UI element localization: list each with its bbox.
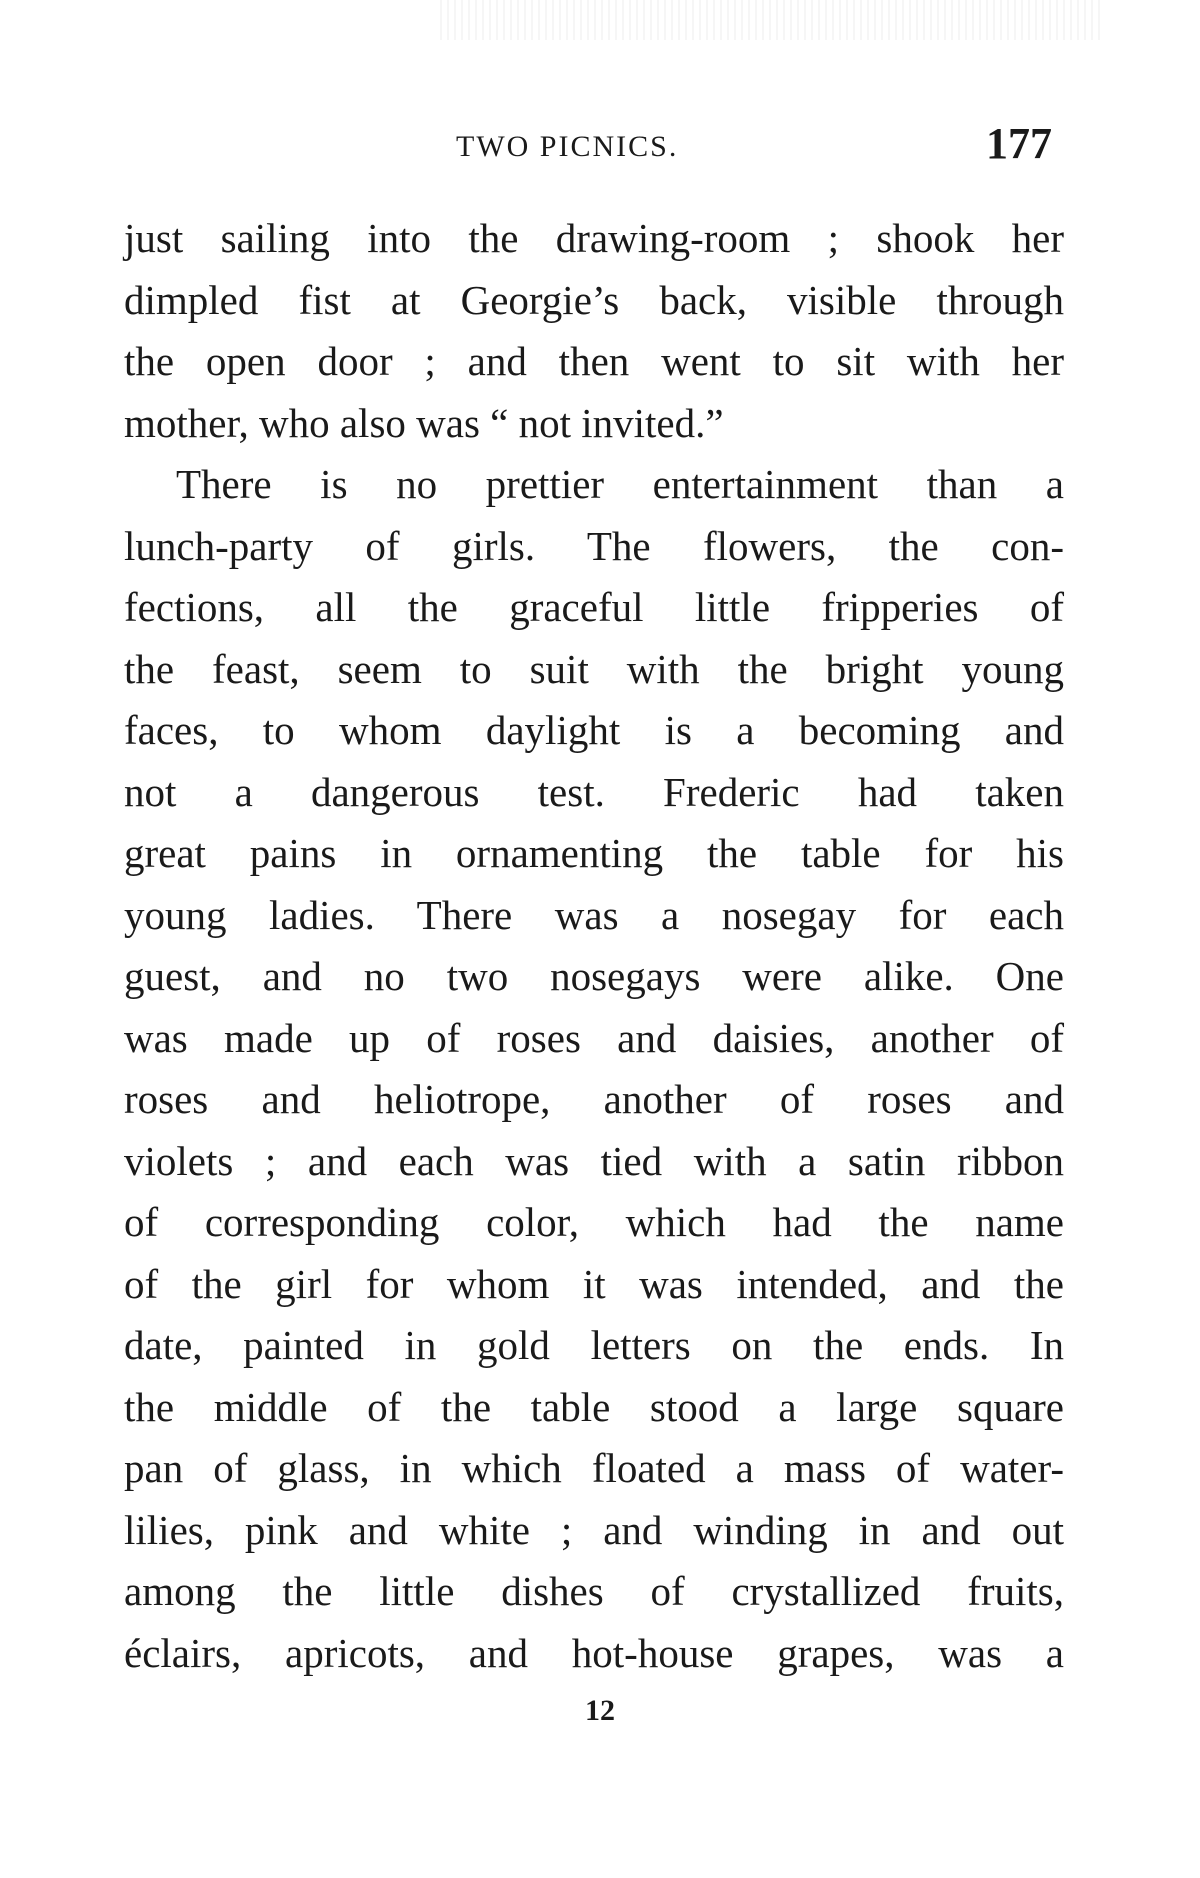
text-line: roses and heliotrope, another of roses and	[124, 1076, 1064, 1122]
scan-speckle	[440, 0, 1100, 40]
page-number: 177	[986, 119, 1052, 168]
text-line: There is no prettier entertainment than a	[176, 461, 1064, 507]
text-line: young ladies. There was a nosegay for each	[124, 891, 1064, 938]
text-line: just sailing into the drawing-room ; shook her	[124, 215, 1064, 261]
text-line: lilies, pink and white ; and winding in and out	[124, 1506, 1064, 1553]
text-line: mother, who also was “ not invited.”	[124, 399, 724, 446]
text-line: the open door ; and then went to sit with her	[124, 338, 1064, 384]
text-line: of the girl for whom it was intended, and the	[124, 1260, 1064, 1307]
text-line: lunch-party of girls. The flowers, the con-	[124, 522, 1064, 569]
text-line: dimpled fist at Georgie’s back, visible through	[124, 276, 1064, 323]
text-line: of corresponding color, which had the name	[124, 1199, 1064, 1245]
text-line: guest, and no two nosegays were alike. One	[124, 953, 1064, 999]
text-line: fections, all the graceful little fripperies of	[124, 584, 1064, 630]
text-line: among the little dishes of crystallized fruits,	[124, 1568, 1064, 1614]
text-line: date, painted in gold letters on the ends. In	[124, 1322, 1064, 1368]
text-line: faces, to whom daylight is a becoming and	[124, 707, 1064, 753]
page-header	[0, 118, 1200, 178]
running-head: TWO PICNICS.	[456, 130, 679, 163]
text-line: éclairs, apricots, and hot-house grapes, was a	[124, 1629, 1064, 1676]
text-line: pan of glass, in which floated a mass of water-	[124, 1445, 1064, 1491]
text-line: was made up of roses and daisies, another of	[124, 1014, 1064, 1061]
text-line: violets ; and each was tied with a satin ribbon	[124, 1137, 1064, 1184]
text-line: the feast, seem to suit with the bright young	[124, 645, 1064, 692]
text-line: not a dangerous test. Frederic had taken	[124, 768, 1064, 815]
text-line: the middle of the table stood a large square	[124, 1383, 1064, 1430]
signature-mark: 12	[585, 1694, 615, 1727]
body-text	[124, 208, 1064, 1684]
text-line: great pains in ornamenting the table for his	[124, 830, 1064, 876]
